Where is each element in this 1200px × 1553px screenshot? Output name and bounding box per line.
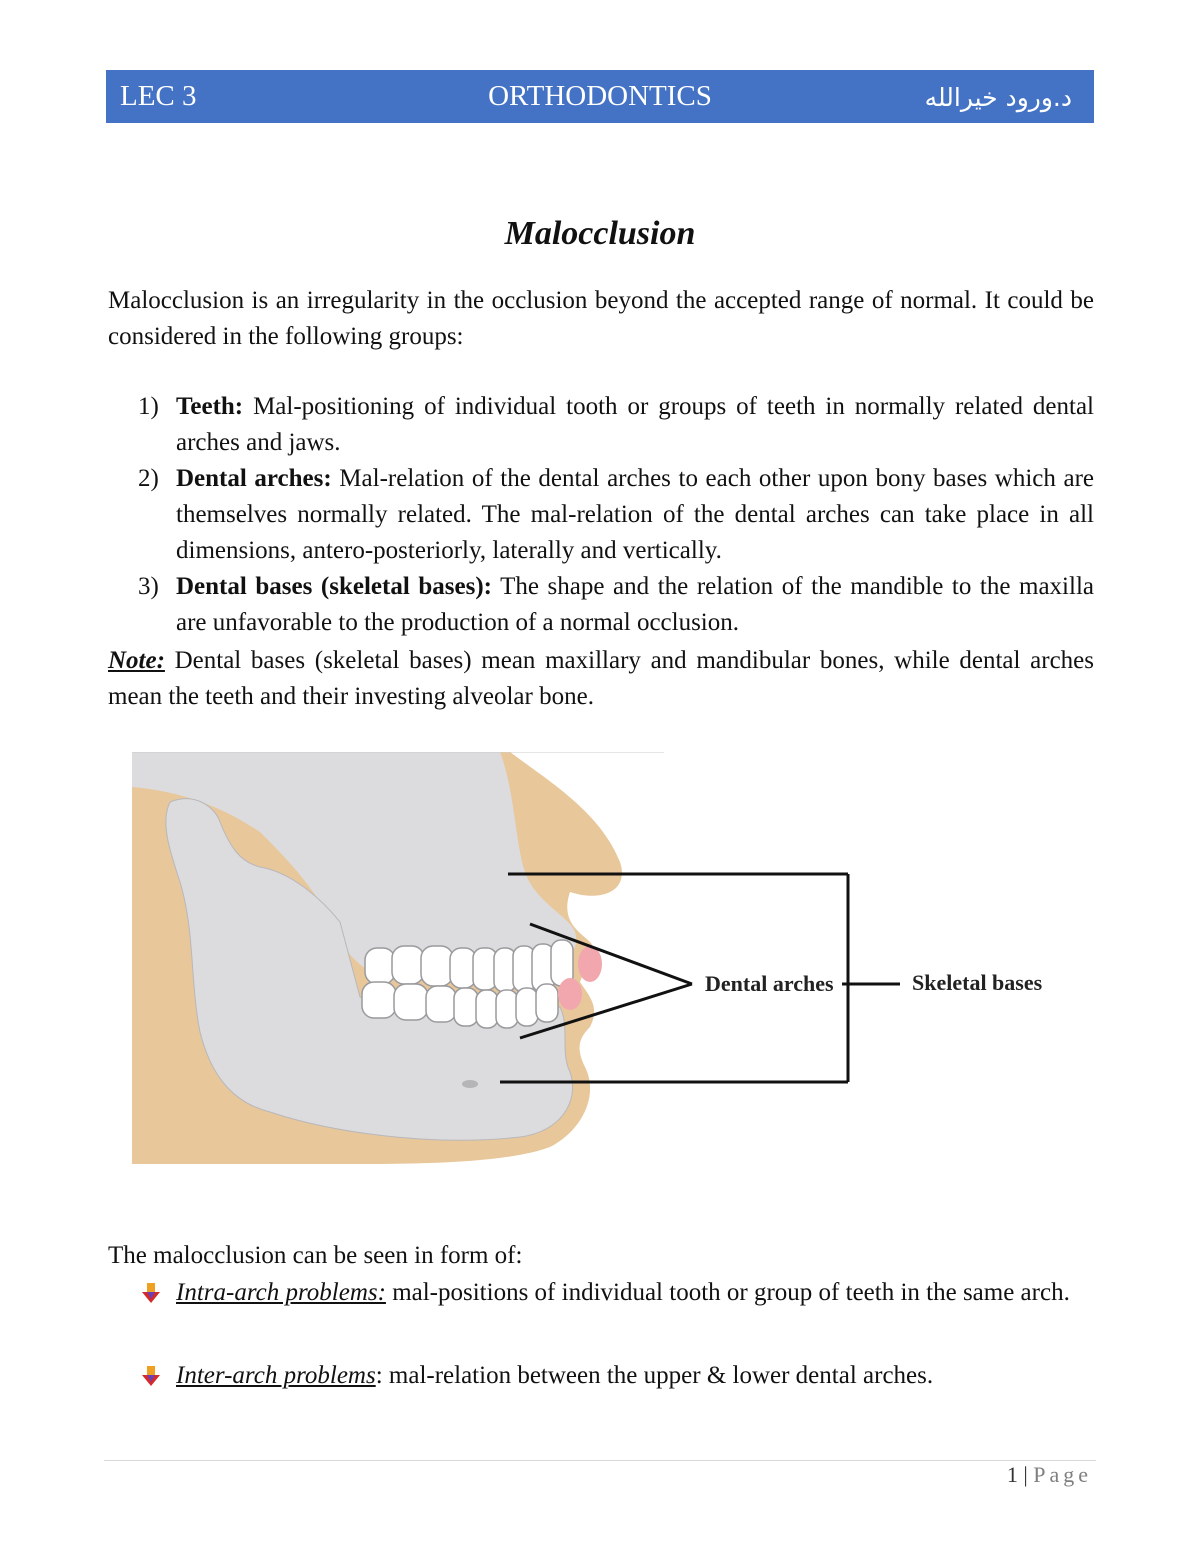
- list-number: 2): [138, 465, 159, 492]
- note-text: Dental bases (skeletal bases) mean maxillary and mandibular bones, while dental arches mean the teeth and their investing alveolar bone.: [108, 647, 1094, 710]
- course-title: ORTHODONTICS: [488, 80, 712, 112]
- list-term: Dental bases (skeletal bases):: [176, 573, 492, 600]
- list-item: [140, 1275, 1094, 1311]
- arrow-bullet-icon: [140, 1365, 162, 1387]
- arrow-bullet-icon: [140, 1282, 162, 1304]
- note-paragraph: [108, 643, 1094, 715]
- list-item: [108, 569, 1094, 641]
- upper-gum: [578, 946, 602, 982]
- mental-foramen: [462, 1080, 478, 1088]
- intro-paragraph: Malocclusion is an irregularity in the occlusion beyond the accepted range of normal. It could be considered in the following groups:: [108, 287, 1094, 350]
- lower-gum: [558, 978, 582, 1010]
- list-item: [108, 389, 1094, 461]
- bullet-text: : mal-relation between the upper & lower dental arches.: [375, 1362, 934, 1389]
- footer-divider: [104, 1460, 1096, 1461]
- bullet-term: Intra-arch problems:: [176, 1279, 386, 1306]
- author-name: د.ورود خيرالله: [924, 83, 1072, 112]
- lecture-number: LEC 3: [120, 80, 197, 112]
- page-title: Malocclusion: [504, 215, 696, 252]
- skeletal-bases-label: Skeletal bases: [912, 970, 1043, 995]
- list-term: Teeth:: [176, 393, 244, 420]
- list-item: [140, 1358, 1094, 1394]
- header-bar: [106, 70, 1094, 123]
- bullet-term: Inter-arch problems: [176, 1362, 376, 1389]
- list-text: Mal-relation of the dental arches to each other upon bony bases which are themselves normally related. The mal-relation of the dental arches can take place in all dimensions, antero-posteriorly, laterally and vertically.: [176, 465, 1094, 564]
- jaw-illustration: [130, 752, 1090, 1167]
- dental-arches-label: Dental arches: [705, 971, 834, 996]
- list-text: Mal-positioning of individual tooth or groups of teeth in normally related dental arches and jaws.: [176, 393, 1094, 456]
- note-label: Note:: [108, 647, 165, 674]
- list-term: Dental arches:: [176, 465, 332, 492]
- page-word: Page: [1033, 1462, 1092, 1487]
- list-number: 3): [138, 573, 159, 600]
- page-number: 1: [1006, 1462, 1018, 1487]
- forms-intro: The malocclusion can be seen in form of:: [108, 1242, 523, 1269]
- bullet-text: mal-positions of individual tooth or group of teeth in the same arch.: [385, 1279, 1070, 1306]
- list-text: The shape and the relation of the mandible to the maxilla are unfavorable to the production of a normal occlusion.: [176, 573, 1094, 636]
- footer-separator: |: [1017, 1462, 1034, 1487]
- list-number: 1): [138, 393, 159, 420]
- groups-list: [108, 389, 1094, 641]
- jaw-diagram: [130, 752, 1090, 1167]
- page-footer: [1007, 1462, 1092, 1488]
- list-item: [108, 461, 1094, 569]
